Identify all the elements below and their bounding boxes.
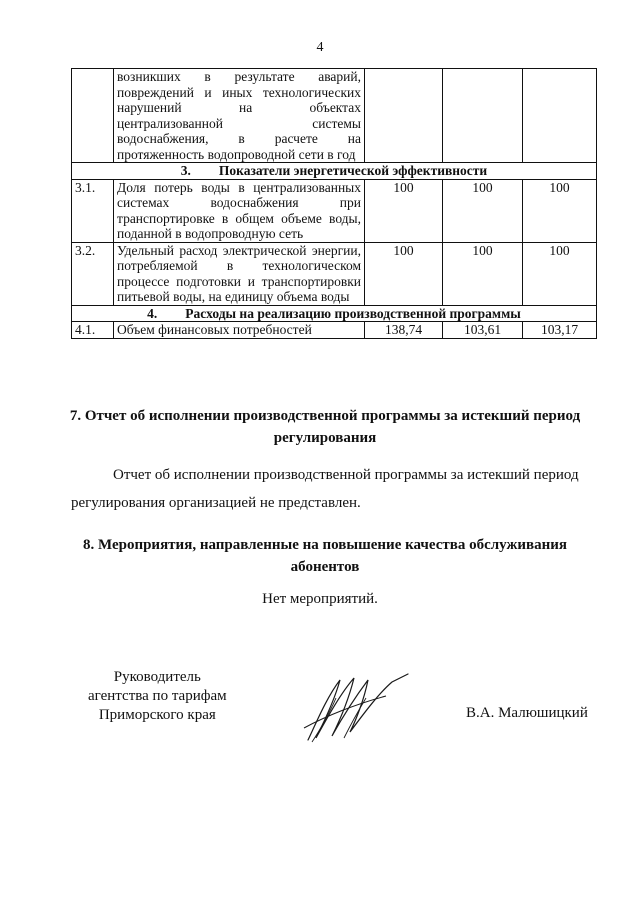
table-row-3-1 — [72, 179, 597, 242]
section-7-heading-line2: регулирования — [273, 430, 377, 446]
row-3-2-number: 3.2. — [72, 242, 114, 305]
row-4-1-number: 4.1. — [72, 322, 114, 339]
row-4-1-value-3: 103,17 — [523, 322, 597, 339]
signatory-name: В.А. Малюшицкий — [466, 705, 588, 721]
section-4-title: Расходы на реализацию производственной программы — [185, 305, 521, 321]
section-7-para-line2: регулирования организацией не представлен. — [71, 495, 361, 511]
row-3-1-text: Доля потерь воды в централизованных системах водоснабжения при транспортировке в общем объеме воды, поданной в водопроводную сеть — [114, 179, 365, 242]
continuation-text: возникших в результате аварий, повреждений и иных технологических нарушений на объектах централизованной системы водоснабжения, в расчете на протяженность водопроводной сети в год — [114, 69, 365, 163]
section-7-heading-line1: 7. Отчет об исполнении производственной программы за истекший период — [69, 408, 581, 424]
section-3-title: Показатели энергетической эффективности — [218, 163, 488, 178]
row-3-2-text: Удельный расход электрической энергии, потребляемой в технологическом процессе подготовки и транспортировки питьевой воды, на единицу объема воды — [114, 242, 365, 305]
section-8-heading — [60, 534, 590, 578]
handwritten-signature — [296, 668, 416, 748]
page-number: 4 — [316, 40, 324, 55]
table-row-3-2 — [72, 242, 597, 305]
row-3-2-value-2: 100 — [443, 242, 523, 305]
row-4-1-value-2: 103,61 — [443, 322, 523, 339]
table-cell-num — [72, 69, 114, 163]
section-4-header-row — [72, 305, 597, 322]
section-7-paragraph — [71, 461, 591, 517]
section-8-text: Нет мероприятий. — [262, 591, 378, 607]
row-4-1-value-1: 138,74 — [365, 322, 443, 339]
row-3-1-value-3: 100 — [523, 179, 597, 242]
section-7-para-line1: Отчет об исполнении производственной программы за истекший период — [113, 467, 579, 483]
row-4-1-text: Объем финансовых потребностей — [114, 322, 365, 339]
section-3-header — [72, 163, 597, 180]
signatory-title — [88, 668, 227, 725]
signatory-title-line2: агентства по тарифам — [88, 688, 227, 704]
section-3-number: 3. — [180, 163, 191, 178]
row-3-2-value-3: 100 — [523, 242, 597, 305]
row-3-2-value-1: 100 — [365, 242, 443, 305]
section-4-number: 4. — [147, 305, 158, 321]
table-row-continuation — [72, 69, 597, 163]
row-3-1-number: 3.1. — [72, 179, 114, 242]
row-3-1-value-2: 100 — [443, 179, 523, 242]
indicators-table — [71, 68, 597, 339]
section-8-heading-line1: 8. Мероприятия, направленные на повышение качества обслуживания — [82, 537, 567, 553]
signatory-title-line1: Руководитель — [113, 669, 201, 685]
section-7-heading — [60, 405, 590, 449]
section-4-header — [72, 305, 597, 322]
section-8-heading-line2: абонентов — [290, 559, 360, 575]
table-row-4-1 — [72, 322, 597, 339]
section-3-header-row — [72, 163, 597, 180]
signatory-title-line3: Приморского края — [98, 707, 216, 723]
row-3-1-value-1: 100 — [365, 179, 443, 242]
